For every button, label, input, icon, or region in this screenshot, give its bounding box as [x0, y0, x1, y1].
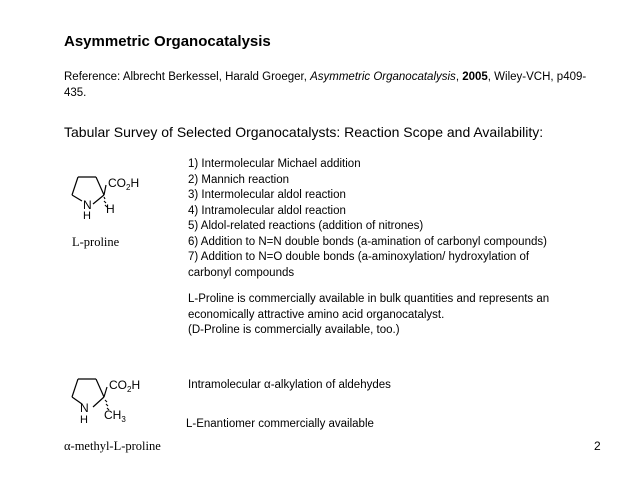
methylproline-label: α-methyl-L-proline	[64, 439, 161, 453]
reaction-item: carbonyl compounds	[188, 266, 295, 279]
methylproline-availability: L-Enantiomer commercially available	[186, 418, 374, 430]
methylproline-carboxyl-label: $CO_2H$	[109, 378, 141, 394]
reference-book-title: Asymmetric Organocatalysis	[310, 71, 456, 83]
survey-heading: Tabular Survey of Selected Organocatalysts: Reaction Scope and Availability:	[64, 124, 544, 140]
reaction-item: 4) Intramolecular aldol reaction	[188, 204, 346, 217]
reaction-item: 6) Addition to N=N double bonds (a-amination of carbonyl compounds)	[188, 235, 547, 248]
slide-title: Asymmetric Organocatalysis	[64, 33, 271, 50]
reference-text	[64, 69, 604, 101]
proline-nitrogen-label: N	[83, 198, 92, 212]
availability-line: economically attractive amino acid organocatalyst.	[188, 308, 445, 321]
methylproline-methyl-label: $CH_3$	[104, 408, 126, 424]
availability-line: (D-Proline is commercially available, too.)	[188, 324, 400, 336]
proline-availability	[188, 292, 608, 339]
reaction-item: 3) Intermolecular aldol reaction	[188, 189, 346, 201]
proline-alpha-h-label: H	[106, 202, 115, 216]
reaction-item: 2) Mannich reaction	[188, 173, 289, 186]
page-number: 2	[594, 439, 601, 453]
proline-reaction-list	[188, 157, 608, 281]
proline-nh-label: H	[83, 210, 91, 222]
methylproline-nitrogen-label: N	[80, 401, 89, 415]
reference-prefix: Reference: Albrecht Berkessel, Harald Groeger,	[64, 71, 311, 83]
proline-structure	[60, 160, 190, 222]
reaction-item: 7) Addition to N=O double bonds (a-aminoxylation/ hydroxylation of	[188, 251, 530, 263]
reaction-item: 1) Intermolecular Michael addition	[188, 158, 361, 170]
reference-suffix: , Wiley-VCH, p409-435.	[64, 71, 587, 99]
reaction-item: 5) Aldol-related reactions (addition of nitrones)	[188, 220, 424, 232]
reference-year: 2005	[462, 71, 488, 83]
reference-separator: ,	[455, 71, 463, 83]
methylproline-structure	[60, 364, 190, 428]
proline-carboxyl-label: $CO_2H$	[108, 176, 140, 192]
availability-line: L-Proline is commercially available in bulk quantities and represents an	[188, 293, 550, 305]
proline-label: L-proline	[72, 235, 120, 249]
methylproline-reaction: Intramolecular α-alkylation of aldehydes	[188, 379, 391, 391]
methylproline-nh-label: H	[80, 414, 88, 426]
